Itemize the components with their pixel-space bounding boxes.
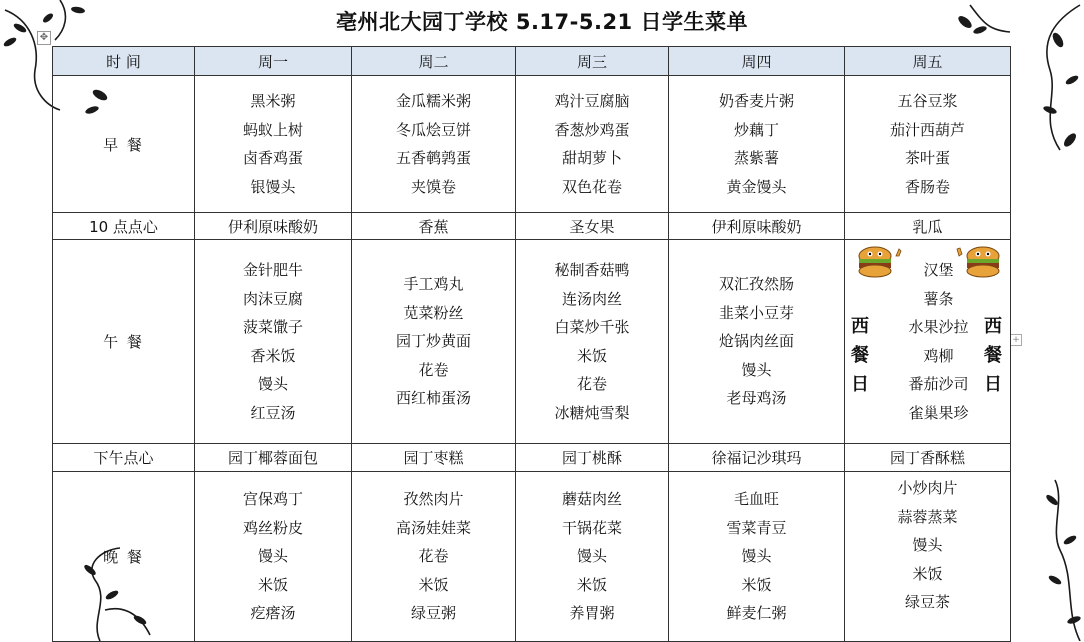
side-char: 餐 bbox=[984, 345, 1002, 366]
menu-item: 茶叶蛋 bbox=[904, 149, 950, 167]
menu-item: 米饭 bbox=[741, 575, 772, 594]
side-char: 日 bbox=[851, 374, 869, 395]
menu-item: 炒藕丁 bbox=[733, 120, 779, 139]
side-char: 西 bbox=[984, 316, 1002, 337]
menu-item: 番茄沙司 bbox=[908, 375, 969, 393]
menu-cell: 园丁香酥糕 bbox=[845, 444, 1011, 472]
menu-item: 香米饭 bbox=[250, 346, 296, 365]
menu-cell: 香蕉 bbox=[352, 213, 516, 240]
side-char: 日 bbox=[984, 374, 1002, 395]
menu-item: 绿豆粥 bbox=[410, 604, 456, 623]
menu-cell: 乳瓜 bbox=[845, 213, 1011, 240]
menu-item: 香葱炒鸡蛋 bbox=[554, 120, 630, 139]
menu-item: 花卷 bbox=[418, 547, 449, 566]
menu-item: 馒头 bbox=[257, 375, 288, 393]
row-label: 10 点点心 bbox=[53, 213, 195, 240]
menu-item: 小炒肉片 bbox=[897, 479, 958, 497]
menu-item: 疙瘩汤 bbox=[250, 604, 296, 623]
menu-item: 毛血旺 bbox=[733, 490, 779, 509]
menu-item: 老母鸡汤 bbox=[726, 389, 787, 408]
row-label: 早 餐 bbox=[53, 76, 195, 213]
menu-item: 黄金馒头 bbox=[726, 177, 787, 196]
menu-item: 冬瓜烩豆饼 bbox=[395, 120, 471, 139]
menu-item: 馒头 bbox=[741, 547, 772, 566]
move-handle-icon[interactable]: ✥ bbox=[37, 31, 51, 45]
menu-item: 高汤娃娃菜 bbox=[395, 518, 471, 537]
menu-cell bbox=[516, 76, 669, 213]
menu-item: 香肠卷 bbox=[904, 177, 950, 196]
menu-cell: 圣女果 bbox=[516, 213, 669, 240]
menu-item: 夹馍卷 bbox=[410, 177, 456, 196]
header-cell: 周四 bbox=[669, 47, 845, 76]
menu-item: 苋菜粉丝 bbox=[403, 303, 464, 322]
menu-item: 韭菜小豆芽 bbox=[718, 303, 794, 322]
menu-item: 米饭 bbox=[576, 346, 607, 365]
menu-table bbox=[52, 46, 1011, 642]
breakfast-row bbox=[53, 76, 1011, 213]
dinner-row bbox=[53, 472, 1011, 642]
menu-cell: 伊利原味酸奶 bbox=[195, 213, 352, 240]
menu-item: 宫保鸡丁 bbox=[242, 490, 303, 509]
menu-item: 花卷 bbox=[418, 360, 449, 379]
menu-item: 茄汁西葫芦 bbox=[889, 120, 965, 139]
menu-item: 鲜麦仁粥 bbox=[726, 604, 787, 623]
side-char: 西 bbox=[851, 316, 869, 337]
menu-cell bbox=[845, 472, 1011, 642]
menu-item: 鸡柳 bbox=[923, 346, 954, 365]
menu-item: 卤香鸡蛋 bbox=[242, 149, 303, 167]
menu-item: 养胃粥 bbox=[569, 604, 615, 623]
menu-item: 红豆汤 bbox=[250, 403, 296, 422]
menu-item: 奶香麦片粥 bbox=[718, 92, 794, 110]
snack-am-row bbox=[53, 213, 1011, 240]
menu-cell: 园丁桃酥 bbox=[516, 444, 669, 472]
menu-cell bbox=[195, 240, 352, 444]
row-label: 晚 餐 bbox=[53, 472, 195, 642]
menu-item: 银馒头 bbox=[250, 177, 296, 196]
menu-item: 汉堡 bbox=[923, 261, 954, 279]
menu-item: 蚂蚁上树 bbox=[242, 120, 303, 139]
menu-cell: 伊利原味酸奶 bbox=[669, 213, 845, 240]
menu-item: 黑米粥 bbox=[250, 92, 296, 110]
row-label: 下午点心 bbox=[53, 444, 195, 472]
header-cell: 周三 bbox=[516, 47, 669, 76]
menu-item: 手工鸡丸 bbox=[403, 275, 464, 294]
menu-item: 鸡汁豆腐脑 bbox=[554, 92, 630, 110]
menu-cell bbox=[516, 472, 669, 642]
menu-cell bbox=[669, 240, 845, 444]
menu-cell bbox=[669, 76, 845, 213]
menu-cell: 园丁枣糕 bbox=[352, 444, 516, 472]
menu-item: 干锅花菜 bbox=[561, 518, 622, 537]
menu-item: 蘑菇肉丝 bbox=[561, 490, 622, 509]
header-cell: 周二 bbox=[352, 47, 516, 76]
menu-item: 水果沙拉 bbox=[908, 318, 969, 336]
add-row-icon[interactable]: + bbox=[1010, 334, 1022, 346]
menu-item: 米饭 bbox=[418, 575, 449, 594]
page-title: 亳州北大园丁学校 5.17-5.21 日学生菜单 bbox=[336, 10, 748, 34]
vine-ornament-bottom-right bbox=[1010, 470, 1084, 641]
menu-item: 花卷 bbox=[576, 375, 607, 393]
menu-item: 冰糖炖雪梨 bbox=[554, 403, 630, 422]
menu-item: 馒头 bbox=[912, 536, 943, 554]
menu-item: 秘制香菇鸭 bbox=[554, 261, 630, 279]
menu-item: 绿豆茶 bbox=[904, 593, 950, 611]
menu-item: 园丁炒黄面 bbox=[395, 332, 471, 351]
menu-item: 蒜蓉蒸菜 bbox=[897, 507, 958, 526]
menu-item: 馒头 bbox=[576, 547, 607, 566]
menu-item: 馒头 bbox=[257, 547, 288, 566]
menu-cell bbox=[352, 472, 516, 642]
menu-item: 西红柿蛋汤 bbox=[395, 389, 471, 408]
menu-cell bbox=[195, 76, 352, 213]
menu-item: 金瓜糯米粥 bbox=[395, 92, 471, 110]
menu-cell bbox=[516, 240, 669, 444]
menu-item: 米饭 bbox=[257, 575, 288, 594]
menu-item: 米饭 bbox=[912, 564, 943, 583]
menu-item: 炝锅肉丝面 bbox=[718, 332, 794, 351]
menu-item: 雪菜青豆 bbox=[726, 518, 787, 537]
menu-item: 米饭 bbox=[576, 575, 607, 594]
menu-cell-friday-lunch bbox=[845, 240, 1011, 444]
menu-item: 薯条 bbox=[923, 289, 954, 308]
menu-item: 孜然肉片 bbox=[403, 490, 464, 509]
header-cell: 周五 bbox=[845, 47, 1011, 76]
row-label: 午 餐 bbox=[53, 240, 195, 444]
menu-item: 白菜炒千张 bbox=[554, 318, 630, 336]
menu-cell bbox=[845, 76, 1011, 213]
header-row bbox=[53, 47, 1011, 76]
menu-item: 雀巢果珍 bbox=[908, 403, 969, 422]
menu-item: 五谷豆浆 bbox=[897, 92, 958, 110]
menu-item: 菠菜馓子 bbox=[242, 318, 303, 336]
side-char: 餐 bbox=[851, 345, 869, 366]
menu-cell bbox=[195, 472, 352, 642]
menu-item: 肉沫豆腐 bbox=[242, 289, 303, 308]
header-cell: 周一 bbox=[195, 47, 352, 76]
menu-cell bbox=[352, 240, 516, 444]
menu-cell: 园丁椰蓉面包 bbox=[195, 444, 352, 472]
menu-item: 甜胡萝卜 bbox=[561, 149, 622, 167]
header-cell: 时 间 bbox=[53, 47, 195, 76]
menu-cell bbox=[352, 76, 516, 213]
menu-item: 馒头 bbox=[741, 360, 772, 379]
menu-item: 蒸紫薯 bbox=[733, 149, 779, 167]
lunch-row bbox=[53, 240, 1011, 444]
menu-cell bbox=[669, 472, 845, 642]
menu-item: 五香鹌鹑蛋 bbox=[395, 149, 471, 167]
menu-item: 连汤肉丝 bbox=[561, 289, 622, 308]
menu-cell: 徐福记沙琪玛 bbox=[669, 444, 845, 472]
menu-item: 鸡丝粉皮 bbox=[242, 518, 303, 537]
menu-item: 金针肥牛 bbox=[242, 261, 303, 279]
menu-item: 双色花卷 bbox=[561, 177, 622, 196]
snack-pm-row bbox=[53, 444, 1011, 472]
menu-item: 双汇孜然肠 bbox=[718, 275, 794, 294]
